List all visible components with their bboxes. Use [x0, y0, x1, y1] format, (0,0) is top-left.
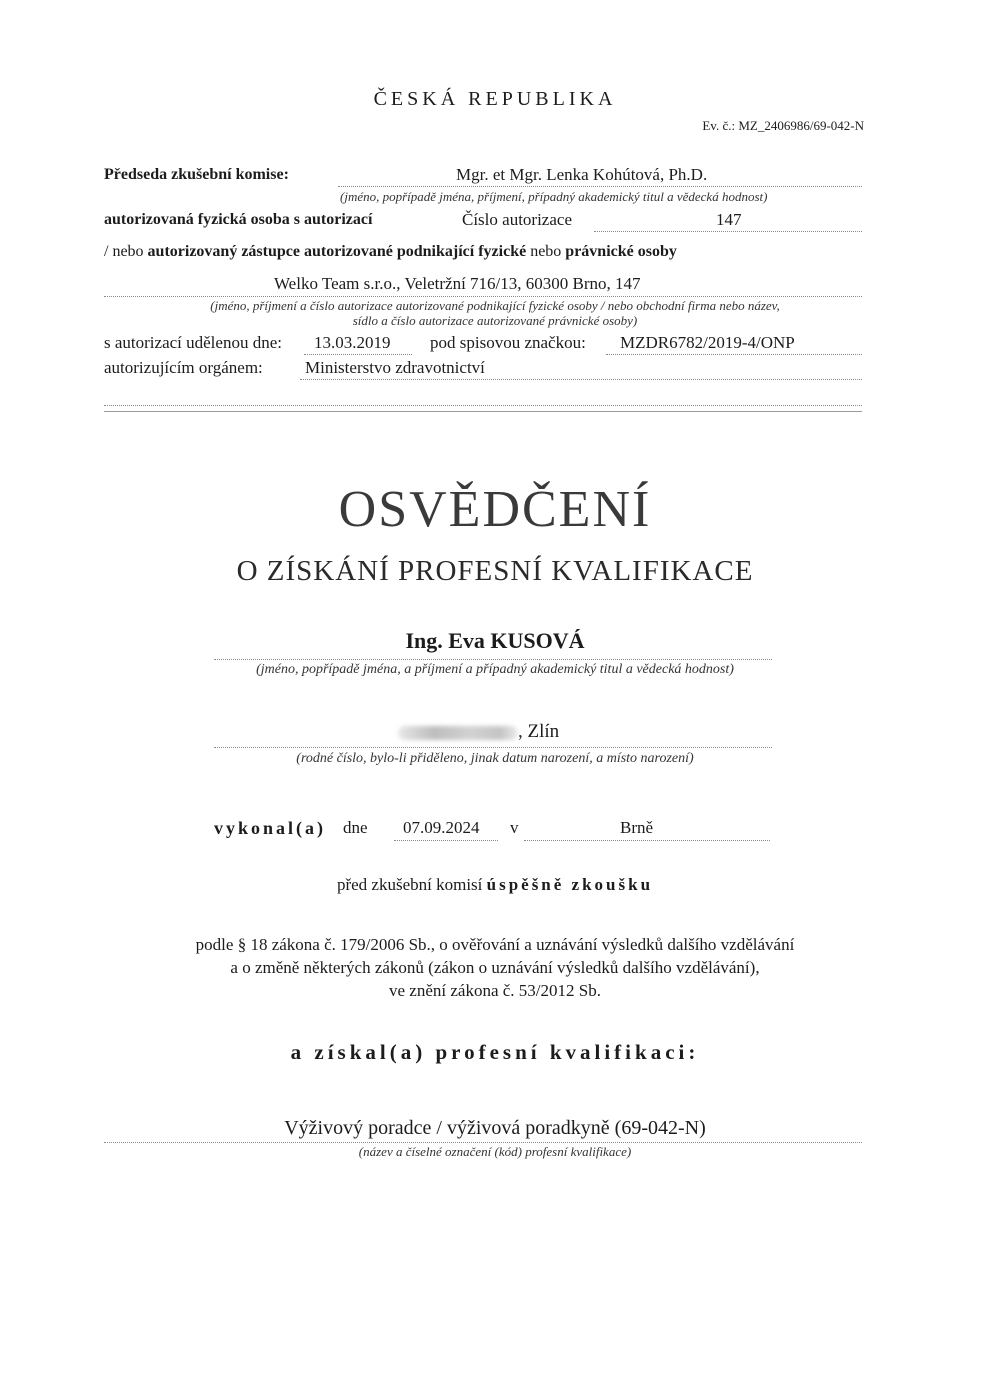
performed-label: vykonal(a)	[214, 818, 327, 838]
granted-date: 13.03.2019	[314, 333, 391, 352]
exam-date-label: dne	[343, 818, 368, 837]
company-hint-line-2: sídlo a číslo autorizace autorizované právnické osoby)	[352, 313, 638, 328]
exam-place-label: v	[510, 818, 519, 837]
holder-name: Ing. Eva KUSOVÁ	[405, 628, 585, 653]
holder-name-dotted-line	[214, 659, 772, 660]
section-dotted-line	[104, 405, 862, 406]
chair-name-hint: (jméno, popřípadě jména, příjmení, případný akademický titul a vědecká hodnost)	[340, 189, 768, 204]
exam-committee-text: před zkušební komisí	[336, 875, 483, 894]
certificate-subtitle: O ZÍSKÁNÍ PROFESNÍ KVALIFIKACE	[236, 555, 754, 587]
authority-value: Ministerstvo zdravotnictví	[305, 358, 485, 377]
exam-date-dotted-line	[394, 840, 498, 841]
redacted-birth-number	[398, 726, 518, 740]
exam-success-text: úspěšně zkoušku	[486, 875, 654, 894]
file-number-label: pod spisovou značkou:	[430, 333, 586, 352]
birth-line	[398, 721, 559, 743]
exam-place: Brně	[620, 818, 654, 837]
qualification-dotted-line	[104, 1142, 862, 1143]
qualification-name: Výživový poradce / výživová poradkyně (69-042-N)	[284, 1117, 706, 1139]
file-number-value: MZDR6782/2019-4/ONP	[620, 333, 795, 352]
representative-line	[104, 243, 677, 261]
authorization-number-value: 147	[716, 210, 742, 229]
law-line-3: ve znění zákona č. 53/2012 Sb.	[389, 981, 601, 1000]
representative-prefix: / nebo	[104, 243, 148, 260]
authorized-person-label: autorizovaná fyzická osoba s autorizací	[104, 211, 373, 228]
evidence-number: Ev. č.: MZ_2406986/69-042-N	[702, 118, 864, 133]
exam-date: 07.09.2024	[403, 818, 480, 837]
chair-name: Mgr. et Mgr. Lenka Kohútová, Ph.D.	[456, 165, 708, 184]
chair-name-dotted-line	[338, 186, 862, 187]
company-details: Welko Team s.r.o., Veletržní 716/13, 60300 Brno, 147	[274, 274, 641, 293]
birth-place: , Zlín	[518, 721, 560, 742]
company-dotted-line	[104, 296, 862, 297]
chair-label: Předseda zkušební komise:	[104, 166, 289, 183]
country-heading: ČESKÁ REPUBLIKA	[373, 88, 617, 110]
authorization-number-label: Číslo autorizace	[462, 210, 572, 229]
birth-dotted-line	[214, 747, 772, 748]
granted-date-dotted-line	[304, 354, 412, 355]
file-number-dotted-line	[606, 354, 862, 355]
qualification-heading: a získal(a) profesní kvalifikaci:	[290, 1040, 700, 1064]
exam-place-dotted-line	[524, 840, 770, 841]
representative-bold-2: právnické osoby	[565, 243, 677, 260]
authority-label: autorizujícím orgánem:	[104, 358, 263, 377]
law-line-2: a o změně některých zákonů (zákon o uznávání výsledků dalšího vzdělávání),	[230, 958, 760, 977]
authority-dotted-line	[300, 379, 862, 380]
authorization-number-dotted-line	[594, 231, 862, 232]
law-line-1: podle § 18 zákona č. 179/2006 Sb., o ověřování a uznávání výsledků dalšího vzdělávání	[195, 935, 795, 954]
birth-hint: (rodné číslo, bylo-li přiděleno, jinak datum narození, a místo narození)	[296, 751, 694, 766]
company-hint-line-1: (jméno, příjmení a číslo autorizace autorizované podnikající fyzické osoby / nebo obchodní firma nebo název,	[210, 298, 780, 313]
representative-mid: nebo	[526, 243, 566, 260]
certificate-title: OSVĚDČENÍ	[338, 481, 652, 538]
qualification-hint: (název a číselné označení (kód) profesní kvalifikace)	[358, 1144, 632, 1159]
holder-name-hint: (jméno, popřípadě jména, a příjmení a případný akademický titul a vědecká hodnost)	[256, 662, 734, 677]
exam-result-line	[0, 875, 990, 895]
representative-bold-1: autorizovaný zástupce autorizované podnikající fyzické	[147, 243, 527, 260]
section-divider	[104, 411, 862, 412]
granted-label: s autorizací udělenou dne:	[104, 333, 282, 352]
